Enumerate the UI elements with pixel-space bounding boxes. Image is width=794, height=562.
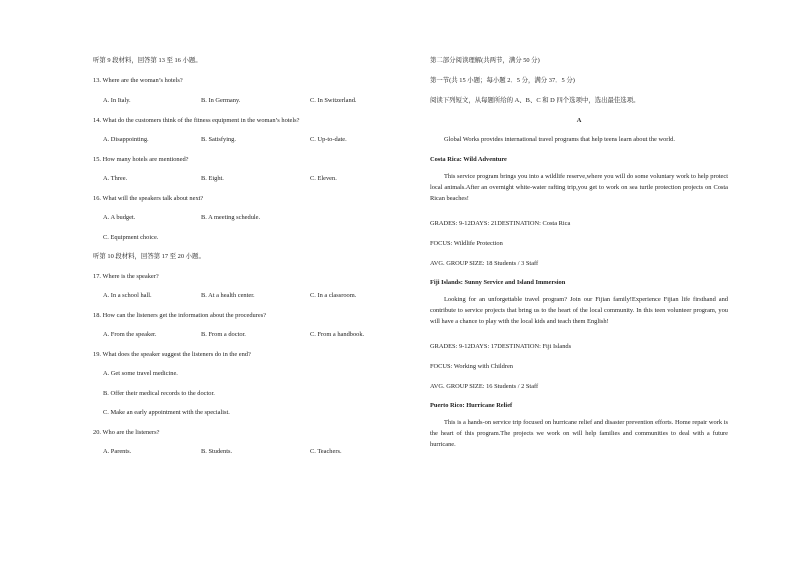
q13-stem: 13. Where are the woman’s hotels?	[93, 77, 183, 84]
q16-option-c: C. Equipment choice.	[103, 234, 159, 241]
q13-option-c: C. In Switzerland.	[310, 97, 357, 104]
costa-rica-grades: GRADES: 9-12DAYS: 21DESTINATION: Costa Rica	[430, 220, 571, 227]
q15-stem: 15. How many hotels are mentioned?	[93, 156, 189, 163]
costa-rica-focus: FOCUS: Wildlife Protection	[430, 240, 503, 247]
costa-rica-title: Costa Rica: Wild Adventure	[430, 156, 507, 163]
q14-option-b: B. Satisfying.	[201, 136, 236, 143]
q15-option-a: A. Three.	[103, 175, 128, 182]
q20-option-c: C. Teachers.	[310, 448, 342, 455]
q17-option-a: A. In a school hall.	[103, 292, 152, 299]
costa-rica-body: This service program brings you into a wildlife reserve,where you will do some voluntary work to help protect local animals.After an overnight white-water rafting trip,you get to work on sea turtle protection projects on Costa Rican beaches!	[430, 173, 728, 202]
section9-instruction: 听第 9 段材料，回答第 13 至 16 小题。	[93, 57, 202, 64]
fiji-grades: GRADES: 9-12DAYS: 17DESTINATION: Fiji Islands	[430, 343, 572, 350]
q18-stem: 18. How can the listeners get the information about the procedures?	[93, 312, 267, 319]
q17-stem: 17. Where is the speaker?	[93, 273, 159, 280]
section10-instruction: 听第 10 段材料，回答第 17 至 20 小题。	[93, 253, 205, 260]
q14-option-c: C. Up-to-date.	[310, 136, 347, 143]
fiji-title: Fiji Islands: Sunny Service and Island Immersion	[430, 279, 566, 286]
q14-stem: 14. What do the customers think of the fitness equipment in the woman’s hotels?	[93, 117, 300, 124]
q13-option-b: B. In Germany.	[201, 97, 241, 104]
fiji-body: Looking for an unforgettable travel program? Join our Fijian family!Experience Fijian life firsthand and contribute to service projects that bring us to the heart of the local community. In this teen volunteer program, you will have a chance to play with the local kids and teach them English!	[430, 296, 728, 325]
q13-option-a: A. In Italy.	[103, 97, 131, 104]
q20-option-b: B. Students.	[201, 448, 233, 455]
q16-option-a: A. A budget.	[103, 214, 136, 221]
q17-option-c: C. In a classroom.	[310, 292, 357, 299]
q19-option-b: B. Offer their medical records to the doctor.	[103, 390, 215, 397]
q16-stem: 16. What will the speakers talk about next?	[93, 195, 204, 202]
reading-instruction: 阅读下列短文，从每题所给的 A、B、C 和 D 四个选项中，选出最佳选项。	[430, 97, 640, 104]
q20-option-a: A. Parents.	[103, 448, 132, 455]
fiji-focus: FOCUS: Working with Children	[430, 363, 513, 370]
q20-stem: 20. Who are the listeners?	[93, 429, 160, 436]
q15-option-c: C. Eleven.	[310, 175, 337, 182]
puerto-rico-title: Puerto Rico: Hurricane Relief	[430, 402, 513, 409]
q19-option-a: A. Get some travel medicine.	[103, 370, 178, 377]
puerto-rico-body: This is a hands-on service trip focused on hurricane relief and disaster prevention efforts. Home repair work is the heart of this program.The projects we work on will help families and communities to deal with a future hurricane.	[430, 419, 728, 448]
q17-option-b: B. At a health center.	[201, 292, 255, 299]
q19-stem: 19. What does the speaker suggest the listeners do in the end?	[93, 351, 251, 358]
q18-option-c: C. From a handbook.	[310, 331, 365, 338]
q19-option-c: C. Make an early appointment with the specialist.	[103, 409, 230, 416]
costa-rica-group-size: AVG. GROUP SIZE: 18 Students / 3 Staff	[430, 260, 539, 267]
q18-option-a: A. From the speaker.	[103, 331, 157, 338]
q14-option-a: A. Disappointing.	[103, 136, 149, 143]
part2-heading: 第二部分阅读理解(共两节，满分 50 分)	[430, 57, 540, 64]
fiji-group-size: AVG. GROUP SIZE: 16 Students / 2 Staff	[430, 383, 539, 390]
q18-option-b: B. From a doctor.	[201, 331, 246, 338]
q15-option-b: B. Eight.	[201, 175, 224, 182]
section1-heading: 第一节(共 15 小题；每小题 2．5 分，满分 37．5 分)	[430, 77, 575, 84]
q16-option-b: B. A meeting schedule.	[201, 214, 261, 221]
passage-intro: Global Works provides international travel programs that help teens learn about the world.	[444, 136, 675, 143]
passage-letter: A	[576, 117, 582, 124]
